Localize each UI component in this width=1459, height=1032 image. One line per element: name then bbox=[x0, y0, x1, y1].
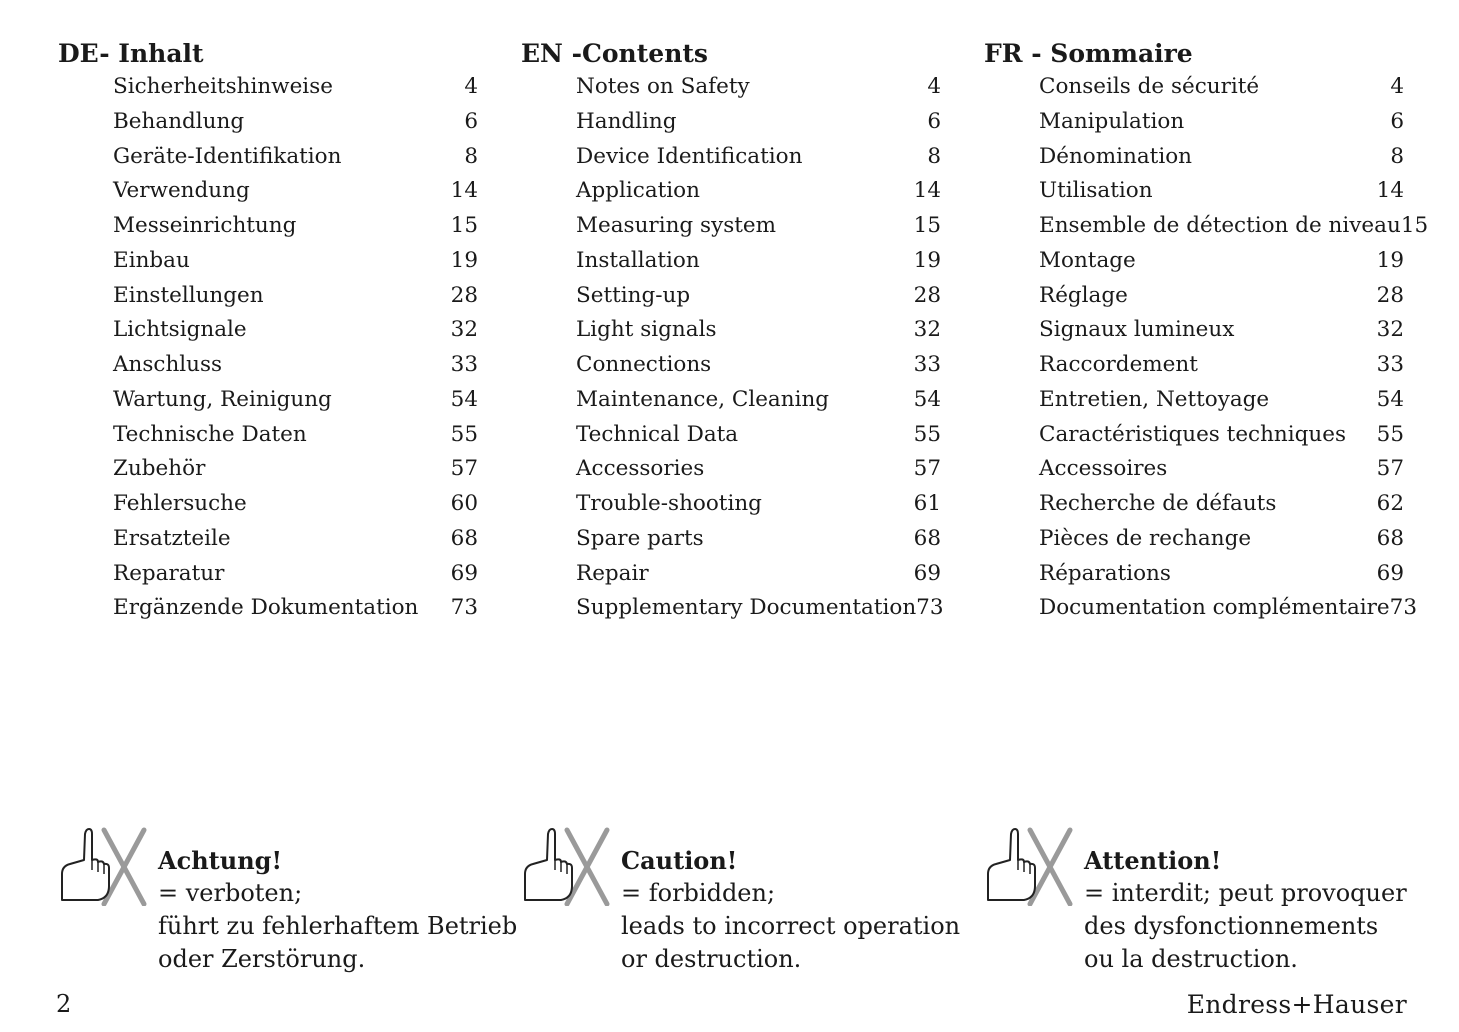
toc-entry-title: Sicherheitshinweise bbox=[113, 74, 333, 99]
toc-entry bbox=[576, 174, 941, 209]
toc-entry-title: Ersatzteile bbox=[113, 525, 231, 551]
toc-entry bbox=[576, 487, 941, 522]
toc-entry bbox=[1039, 174, 1404, 209]
toc-entry bbox=[1039, 522, 1404, 557]
toc-entry bbox=[113, 522, 478, 557]
toc-entry-title: Accessories bbox=[576, 456, 705, 482]
toc-entry-title: Raccordement bbox=[1039, 352, 1198, 377]
toc-entry-title: Handling bbox=[576, 108, 677, 134]
toc-heading-de: DE- Inhalt bbox=[58, 39, 204, 68]
toc-entry bbox=[1039, 557, 1404, 592]
toc-entry bbox=[576, 313, 941, 348]
toc-entry bbox=[576, 522, 941, 557]
toc-entry-page: 32 bbox=[450, 317, 478, 343]
toc-entry bbox=[113, 70, 478, 105]
toc-entry-page: 32 bbox=[1376, 317, 1404, 343]
toc-entry-title: Application bbox=[576, 178, 700, 204]
toc-entry-page: 69 bbox=[1376, 560, 1404, 586]
toc-entry-title: Maintenance, Cleaning bbox=[576, 386, 830, 412]
toc-entry-page: 6 bbox=[464, 108, 478, 134]
toc-entry bbox=[576, 70, 941, 105]
toc-entry-page: 28 bbox=[450, 282, 478, 308]
toc-entry-page: 32 bbox=[913, 317, 941, 343]
toc-entry-page: 19 bbox=[1376, 247, 1404, 273]
toc-entry-title: Ensemble de détection de niveau bbox=[1039, 213, 1401, 238]
caution-title: Caution! bbox=[621, 846, 738, 875]
forbidden-hand-icon bbox=[54, 826, 150, 906]
toc-entry bbox=[1039, 591, 1418, 626]
toc-entry-title: Dénomination bbox=[1039, 143, 1192, 169]
toc-entry-title: Réparations bbox=[1039, 560, 1171, 586]
toc-entry bbox=[113, 174, 478, 209]
caution-text-de bbox=[158, 844, 517, 976]
toc-entry-title: Installation bbox=[576, 247, 700, 273]
toc-entry-page: 55 bbox=[1376, 421, 1404, 447]
toc-entry bbox=[113, 313, 478, 348]
toc-entry-title: Technical Data bbox=[576, 421, 739, 447]
toc-entry-title: Réglage bbox=[1039, 282, 1128, 308]
toc-entry-title: Caractéristiques techniques bbox=[1039, 421, 1347, 447]
toc-column-de bbox=[58, 36, 478, 626]
toc-entry-title: Setting-up bbox=[576, 282, 691, 308]
toc-entry-page: 73 bbox=[1389, 595, 1418, 621]
caution-title: Attention! bbox=[1084, 846, 1222, 875]
toc-entry bbox=[1039, 487, 1404, 522]
toc-entry-page: 6 bbox=[1390, 108, 1404, 134]
toc-entry-page: 62 bbox=[1376, 491, 1404, 516]
toc-entry-title: Documentation complémentaire bbox=[1039, 595, 1390, 621]
toc-entry bbox=[576, 279, 941, 314]
caution-line: des dysfonctionnements bbox=[1084, 912, 1379, 940]
toc-entry-title: Notes on Safety bbox=[576, 74, 750, 99]
toc-entry-page: 61 bbox=[913, 491, 941, 516]
toc-entry-page: 15 bbox=[1400, 213, 1429, 238]
toc-entry bbox=[113, 348, 478, 383]
toc-entry bbox=[576, 557, 941, 592]
toc-column-en bbox=[521, 36, 944, 626]
toc-entry-page: 54 bbox=[1376, 386, 1404, 412]
caution-line: oder Zerstörung. bbox=[158, 945, 366, 973]
toc-entry-page: 54 bbox=[450, 386, 478, 412]
toc-entry-title: Utilisation bbox=[1039, 178, 1153, 204]
caution-text-en bbox=[621, 844, 960, 976]
toc-list-fr bbox=[1039, 70, 1429, 626]
toc-entry bbox=[1039, 279, 1404, 314]
toc-entry-page: 54 bbox=[913, 386, 941, 412]
toc-entry bbox=[113, 279, 478, 314]
toc-entry-page: 73 bbox=[916, 595, 944, 621]
toc-entry-page: 60 bbox=[450, 491, 478, 516]
toc-entry-page: 4 bbox=[927, 74, 941, 99]
toc-entry-title: Technische Daten bbox=[113, 421, 307, 447]
caution-line: = verboten; bbox=[158, 879, 303, 907]
toc-entry bbox=[576, 209, 941, 244]
toc-entry-page: 14 bbox=[450, 178, 478, 204]
toc-entry-title: Ergänzende Dokumentation bbox=[113, 595, 419, 621]
toc-entry bbox=[1039, 105, 1404, 140]
toc-entry-page: 4 bbox=[1390, 74, 1404, 99]
toc-entry-page: 57 bbox=[913, 456, 941, 482]
toc-entry-title: Fehlersuche bbox=[113, 491, 247, 516]
toc-entry bbox=[1039, 348, 1404, 383]
toc-entry-title: Trouble-shooting bbox=[576, 491, 762, 516]
toc-entry bbox=[113, 140, 478, 175]
toc-list-de bbox=[113, 70, 478, 626]
toc-entry-title: Device Identification bbox=[576, 143, 803, 169]
toc-entry-title: Pièces de rechange bbox=[1039, 525, 1252, 551]
toc-entry bbox=[113, 105, 478, 140]
toc-entry-title: Zubehör bbox=[113, 456, 206, 482]
toc-entry-page: 33 bbox=[913, 352, 941, 377]
caution-line: leads to incorrect operation bbox=[621, 912, 961, 940]
toc-entry bbox=[576, 140, 941, 175]
toc-entry-title: Messeinrichtung bbox=[113, 213, 297, 238]
toc-entry-page: 57 bbox=[450, 456, 478, 482]
toc-entry-page: 14 bbox=[913, 178, 941, 204]
brand-name: Endress+Hauser bbox=[1186, 990, 1407, 1019]
toc-entry-page: 68 bbox=[1376, 525, 1404, 551]
toc-entry-title: Einbau bbox=[113, 247, 190, 273]
caution-line: = interdit; peut provoquer bbox=[1084, 879, 1407, 907]
toc-entry-title: Light signals bbox=[576, 317, 717, 343]
toc-entry-page: 8 bbox=[927, 143, 941, 169]
toc-entry bbox=[576, 348, 941, 383]
toc-entry-title: Spare parts bbox=[576, 525, 704, 551]
toc-entry bbox=[1039, 383, 1404, 418]
toc-entry-page: 69 bbox=[450, 560, 478, 586]
toc-entry-title: Manipulation bbox=[1039, 108, 1185, 134]
caution-line: führt zu fehlerhaftem Betrieb bbox=[158, 912, 518, 940]
toc-entry bbox=[1039, 209, 1429, 244]
toc-entry-page: 28 bbox=[913, 282, 941, 308]
toc-entry-title: Accessoires bbox=[1039, 456, 1168, 482]
toc-entry-page: 19 bbox=[913, 247, 941, 273]
toc-entry bbox=[113, 383, 478, 418]
toc-entry-page: 14 bbox=[1376, 178, 1404, 204]
toc-entry bbox=[576, 452, 941, 487]
toc-entry bbox=[576, 591, 944, 626]
toc-entry-title: Repair bbox=[576, 560, 649, 586]
toc-entry-page: 57 bbox=[1376, 456, 1404, 482]
toc-entry-title: Montage bbox=[1039, 247, 1136, 273]
toc-column-fr bbox=[984, 36, 1429, 626]
toc-entry-page: 69 bbox=[913, 560, 941, 586]
toc-entry bbox=[1039, 452, 1404, 487]
toc-entry-title: Lichtsignale bbox=[113, 317, 247, 343]
toc-entry-title: Einstellungen bbox=[113, 282, 264, 308]
toc-entry-title: Entretien, Nettoyage bbox=[1039, 386, 1270, 412]
toc-entry-page: 73 bbox=[450, 595, 478, 621]
toc-heading-fr: FR - Sommaire bbox=[984, 39, 1193, 68]
toc-entry-title: Connections bbox=[576, 352, 712, 377]
toc-entry-title: Recherche de défauts bbox=[1039, 491, 1277, 516]
toc-entry-page: 15 bbox=[450, 213, 478, 238]
toc-entry bbox=[113, 209, 478, 244]
toc-entry bbox=[576, 383, 941, 418]
toc-entry-page: 33 bbox=[1376, 352, 1404, 377]
toc-entry-page: 6 bbox=[927, 108, 941, 134]
toc-heading-en: EN -Contents bbox=[521, 39, 708, 68]
toc-entry-title: Reparatur bbox=[113, 560, 225, 586]
toc-entry-page: 68 bbox=[913, 525, 941, 551]
toc-entry-page: 15 bbox=[913, 213, 941, 238]
forbidden-hand-icon bbox=[517, 826, 613, 906]
toc-list-en bbox=[576, 70, 944, 626]
toc-entry bbox=[1039, 140, 1404, 175]
forbidden-hand-icon bbox=[980, 826, 1076, 906]
caution-line: ou la destruction. bbox=[1084, 945, 1298, 973]
caution-text-fr bbox=[1084, 844, 1407, 976]
toc-entry-page: 55 bbox=[450, 421, 478, 447]
toc-entry bbox=[1039, 418, 1404, 453]
toc-entry-page: 4 bbox=[464, 74, 478, 99]
toc-entry-page: 68 bbox=[450, 525, 478, 551]
caution-line: or destruction. bbox=[621, 945, 802, 973]
toc-entry-title: Supplementary Documentation bbox=[576, 595, 917, 621]
page-number: 2 bbox=[56, 990, 72, 1018]
toc-entry-page: 8 bbox=[464, 143, 478, 169]
toc-entry bbox=[576, 418, 941, 453]
toc-entry-title: Conseils de sécurité bbox=[1039, 74, 1260, 99]
toc-entry-title: Anschluss bbox=[113, 352, 223, 377]
toc-entry-page: 55 bbox=[913, 421, 941, 447]
caution-title: Achtung! bbox=[158, 846, 282, 875]
toc-entry bbox=[113, 244, 478, 279]
toc-entry-page: 33 bbox=[450, 352, 478, 377]
toc-entry-page: 8 bbox=[1390, 143, 1404, 169]
toc-entry bbox=[113, 452, 478, 487]
toc-entry bbox=[113, 487, 478, 522]
toc-entry bbox=[1039, 244, 1404, 279]
toc-entry-title: Wartung, Reinigung bbox=[113, 386, 332, 412]
toc-entry-page: 19 bbox=[450, 247, 478, 273]
toc-entry bbox=[1039, 70, 1404, 105]
toc-entry-title: Behandlung bbox=[113, 108, 245, 134]
toc-entry-title: Signaux lumineux bbox=[1039, 317, 1235, 343]
toc-entry-page: 28 bbox=[1376, 282, 1404, 308]
toc-entry-title: Verwendung bbox=[113, 178, 250, 204]
toc-entry bbox=[113, 418, 478, 453]
caution-line: = forbidden; bbox=[621, 879, 776, 907]
toc-entry bbox=[576, 105, 941, 140]
toc-entry bbox=[1039, 313, 1404, 348]
toc-entry bbox=[576, 244, 941, 279]
toc-entry bbox=[113, 591, 478, 626]
toc-entry-title: Measuring system bbox=[576, 213, 776, 238]
toc-entry-title: Geräte-Identifikation bbox=[113, 143, 342, 169]
toc-entry bbox=[113, 557, 478, 592]
